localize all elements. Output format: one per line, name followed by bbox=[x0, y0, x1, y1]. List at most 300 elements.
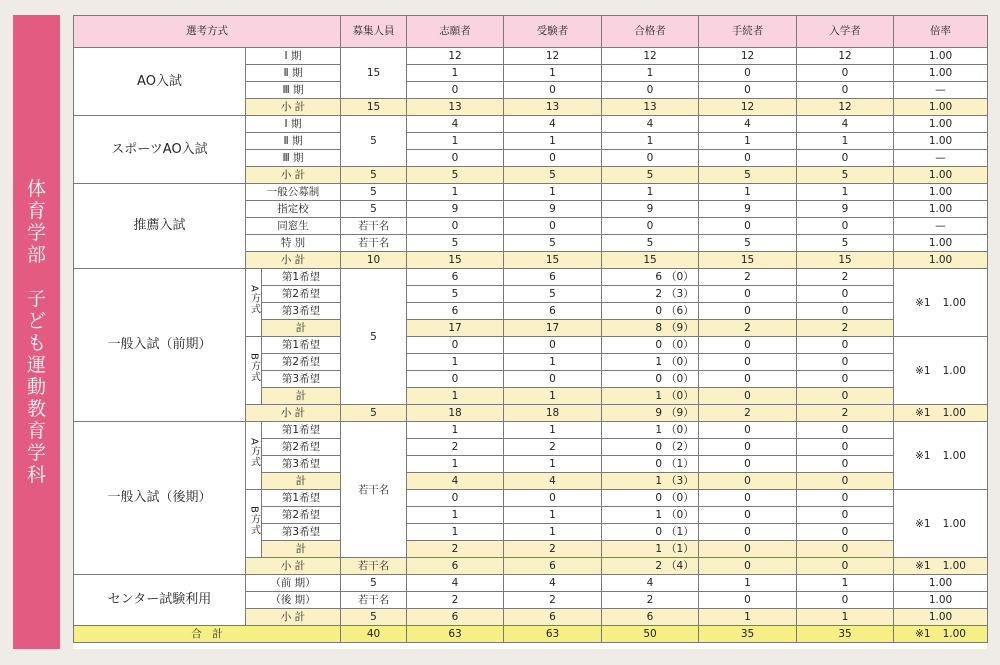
applicants-value: 5 bbox=[407, 235, 504, 252]
side-title-line: 子 ど も 運 動 教 育 学 科 bbox=[26, 288, 46, 486]
passed-cell bbox=[602, 371, 699, 388]
ratio-note-mark: ※1 bbox=[915, 296, 931, 309]
preference-label: 計 bbox=[262, 388, 341, 405]
applicants-value: 4 bbox=[407, 575, 504, 592]
passed-cell bbox=[602, 490, 699, 507]
sub-method-label: 一般公募制 bbox=[246, 184, 341, 201]
quota-value: 5 bbox=[341, 201, 407, 218]
enrolled-value: 0 bbox=[797, 337, 894, 354]
passed-value: 0 bbox=[655, 305, 663, 317]
grand-total-row bbox=[74, 626, 988, 643]
passed-cell bbox=[602, 541, 699, 558]
ratio-note-mark: ※1 bbox=[915, 364, 931, 377]
procedures-value: 0 bbox=[699, 286, 797, 303]
procedures-value: 35 bbox=[699, 626, 797, 643]
applicants-value: 63 bbox=[407, 626, 504, 643]
examinees-value: 18 bbox=[504, 405, 602, 422]
preference-label: 第3希望 bbox=[262, 371, 341, 388]
enrolled-value: 0 bbox=[797, 558, 894, 575]
sub-method-label: 同窓生 bbox=[246, 218, 341, 235]
side-title-line: 体 育 学 部 bbox=[26, 178, 46, 266]
ratio-value: 1.00 bbox=[894, 116, 988, 133]
procedures-value: 0 bbox=[699, 473, 797, 490]
header-applicants: 志願者 bbox=[407, 16, 504, 48]
passed-preference-count: （6） bbox=[666, 305, 694, 317]
procedures-value: 0 bbox=[699, 371, 797, 388]
ratio-value: 1.00 bbox=[894, 184, 988, 201]
applicants-value: 1 bbox=[407, 184, 504, 201]
enrolled-value: 1 bbox=[797, 184, 894, 201]
ratio-cell bbox=[894, 405, 988, 422]
passed-preference-count: （9） bbox=[666, 322, 694, 334]
passed-value: 4 bbox=[602, 575, 699, 592]
enrolled-value: 0 bbox=[797, 371, 894, 388]
passed-value: 2 bbox=[655, 560, 663, 572]
ratio-value: 1.00 bbox=[894, 609, 988, 626]
applicants-value: 0 bbox=[407, 218, 504, 235]
passed-cell bbox=[602, 473, 699, 490]
quota-value: 5 bbox=[341, 167, 407, 184]
ratio-value: 1.00 bbox=[942, 364, 966, 377]
exam-type-text: A方式 bbox=[248, 285, 260, 315]
applicants-value: 18 bbox=[407, 405, 504, 422]
passed-cell bbox=[602, 320, 699, 337]
ratio-cell bbox=[894, 422, 988, 490]
applicants-value: 13 bbox=[407, 99, 504, 116]
procedures-value: 1 bbox=[699, 609, 797, 626]
procedures-value: 0 bbox=[699, 558, 797, 575]
ratio-value: — bbox=[894, 82, 988, 99]
applicants-value: 2 bbox=[407, 592, 504, 609]
ratio-value: 1.00 bbox=[942, 407, 966, 419]
passed-cell bbox=[602, 388, 699, 405]
examinees-value: 1 bbox=[504, 65, 602, 82]
passed-value: 0 bbox=[655, 339, 663, 351]
quota-value: 5 bbox=[341, 609, 407, 626]
passed-cell bbox=[602, 354, 699, 371]
procedures-value: 0 bbox=[699, 490, 797, 507]
passed-value: 1 bbox=[655, 390, 663, 402]
passed-value: 0 bbox=[655, 458, 663, 470]
enrolled-value: 0 bbox=[797, 541, 894, 558]
passed-value: 4 bbox=[602, 116, 699, 133]
procedures-value: 0 bbox=[699, 507, 797, 524]
sub-method-label: Ⅱ 期 bbox=[246, 65, 341, 82]
enrolled-value: 0 bbox=[797, 524, 894, 541]
procedures-value: 1 bbox=[699, 575, 797, 592]
sub-method-label: Ⅲ 期 bbox=[246, 82, 341, 99]
table-row bbox=[74, 48, 988, 65]
exam-type-text: A方式 bbox=[248, 438, 260, 468]
quota-value: 5 bbox=[341, 116, 407, 167]
passed-preference-count: （9） bbox=[666, 407, 694, 419]
subtotal-label: 小 計 bbox=[246, 609, 341, 626]
passed-cell bbox=[602, 269, 699, 286]
method-name: 一般入試（後期） bbox=[74, 422, 246, 575]
examinees-value: 12 bbox=[504, 48, 602, 65]
passed-preference-count: （0） bbox=[666, 509, 694, 521]
passed-preference-count: （0） bbox=[666, 424, 694, 436]
grand-total-label: 合 計 bbox=[74, 626, 341, 643]
passed-value: 0 bbox=[655, 441, 663, 453]
applicants-value: 15 bbox=[407, 252, 504, 269]
procedures-value: 0 bbox=[699, 541, 797, 558]
method-name: センター試験利用 bbox=[74, 575, 246, 626]
ratio-note-mark: ※1 bbox=[915, 407, 931, 419]
ratio-value: 1.00 bbox=[942, 517, 966, 530]
procedures-value: 0 bbox=[699, 150, 797, 167]
passed-value: 0 bbox=[655, 526, 663, 538]
enrolled-value: 0 bbox=[797, 507, 894, 524]
ratio-value: 1.00 bbox=[942, 296, 966, 309]
enrolled-value: 0 bbox=[797, 592, 894, 609]
header-method: 選考方式 bbox=[74, 16, 341, 48]
applicants-value: 6 bbox=[407, 269, 504, 286]
exam-type-text: B方式 bbox=[248, 353, 260, 383]
subtotal-label: 小 計 bbox=[246, 405, 341, 422]
admissions-table bbox=[73, 15, 988, 643]
exam-type-text: B方式 bbox=[248, 506, 260, 536]
applicants-value: 1 bbox=[407, 388, 504, 405]
passed-value: 1 bbox=[602, 133, 699, 150]
procedures-value: 0 bbox=[699, 82, 797, 99]
enrolled-value: 12 bbox=[797, 48, 894, 65]
header-quota: 募集人員 bbox=[341, 16, 407, 48]
table-row bbox=[74, 116, 988, 133]
header-examinees: 受験者 bbox=[504, 16, 602, 48]
applicants-value: 0 bbox=[407, 150, 504, 167]
passed-cell bbox=[602, 303, 699, 320]
examinees-value: 2 bbox=[504, 592, 602, 609]
quota-value: 若干名 bbox=[341, 422, 407, 558]
sub-method-label: （後 期） bbox=[246, 592, 341, 609]
passed-preference-count: （1） bbox=[666, 526, 694, 538]
enrolled-value: 2 bbox=[797, 405, 894, 422]
ratio-value: 1.00 bbox=[894, 99, 988, 116]
examinees-value: 6 bbox=[504, 609, 602, 626]
subtotal-label: 小 計 bbox=[246, 167, 341, 184]
examinees-value: 13 bbox=[504, 99, 602, 116]
table-row bbox=[74, 422, 988, 439]
enrolled-value: 0 bbox=[797, 286, 894, 303]
preference-label: 第1希望 bbox=[262, 337, 341, 354]
examinees-value: 2 bbox=[504, 439, 602, 456]
passed-preference-count: （0） bbox=[666, 271, 694, 283]
enrolled-value: 0 bbox=[797, 303, 894, 320]
examinees-value: 6 bbox=[504, 269, 602, 286]
passed-preference-count: （0） bbox=[666, 339, 694, 351]
enrolled-value: 0 bbox=[797, 218, 894, 235]
preference-label: 第3希望 bbox=[262, 456, 341, 473]
ratio-note-mark: ※1 bbox=[915, 560, 931, 572]
enrolled-value: 1 bbox=[797, 575, 894, 592]
examinees-value: 1 bbox=[504, 422, 602, 439]
examinees-value: 9 bbox=[504, 201, 602, 218]
applicants-value: 6 bbox=[407, 303, 504, 320]
applicants-value: 5 bbox=[407, 167, 504, 184]
procedures-value: 0 bbox=[699, 456, 797, 473]
ratio-value: 1.00 bbox=[894, 65, 988, 82]
applicants-value: 0 bbox=[407, 490, 504, 507]
quota-value: 40 bbox=[341, 626, 407, 643]
procedures-value: 9 bbox=[699, 201, 797, 218]
enrolled-value: 0 bbox=[797, 456, 894, 473]
examinees-value: 1 bbox=[504, 388, 602, 405]
examinees-value: 0 bbox=[504, 218, 602, 235]
quota-value: 若干名 bbox=[341, 558, 407, 575]
applicants-value: 6 bbox=[407, 609, 504, 626]
ratio-value: 1.00 bbox=[894, 592, 988, 609]
passed-cell bbox=[602, 422, 699, 439]
examinees-value: 4 bbox=[504, 116, 602, 133]
applicants-value: 17 bbox=[407, 320, 504, 337]
applicants-value: 1 bbox=[407, 422, 504, 439]
header-procedures: 手続者 bbox=[699, 16, 797, 48]
sub-method-label: Ⅲ 期 bbox=[246, 150, 341, 167]
quota-value: 5 bbox=[341, 269, 407, 405]
ratio-cell bbox=[894, 558, 988, 575]
examinees-value: 0 bbox=[504, 337, 602, 354]
method-name: AO入試 bbox=[74, 48, 246, 116]
enrolled-value: 35 bbox=[797, 626, 894, 643]
examinees-value: 17 bbox=[504, 320, 602, 337]
quota-value: 10 bbox=[341, 252, 407, 269]
applicants-value: 1 bbox=[407, 507, 504, 524]
enrolled-value: 4 bbox=[797, 116, 894, 133]
applicants-value: 6 bbox=[407, 558, 504, 575]
examinees-value: 6 bbox=[504, 558, 602, 575]
procedures-value: 0 bbox=[699, 65, 797, 82]
applicants-value: 2 bbox=[407, 439, 504, 456]
passed-value: 1 bbox=[655, 543, 663, 555]
procedures-value: 2 bbox=[699, 405, 797, 422]
examinees-value: 1 bbox=[504, 133, 602, 150]
enrolled-value: 0 bbox=[797, 82, 894, 99]
passed-value: 2 bbox=[602, 592, 699, 609]
examinees-value: 0 bbox=[504, 371, 602, 388]
examinees-value: 15 bbox=[504, 252, 602, 269]
passed-preference-count: （0） bbox=[666, 492, 694, 504]
passed-value: 12 bbox=[602, 48, 699, 65]
ratio-cell bbox=[894, 490, 988, 558]
department-title bbox=[13, 15, 60, 649]
procedures-value: 4 bbox=[699, 116, 797, 133]
enrolled-value: 9 bbox=[797, 201, 894, 218]
method-name: 推薦入試 bbox=[74, 184, 246, 269]
procedures-value: 5 bbox=[699, 167, 797, 184]
examinees-value: 4 bbox=[504, 575, 602, 592]
quota-value: 若干名 bbox=[341, 218, 407, 235]
enrolled-value: 0 bbox=[797, 473, 894, 490]
procedures-value: 0 bbox=[699, 592, 797, 609]
quota-value: 15 bbox=[341, 48, 407, 99]
exam-type-label bbox=[246, 269, 262, 337]
sub-method-label: （前 期） bbox=[246, 575, 341, 592]
ratio-value: 1.00 bbox=[894, 252, 988, 269]
examinees-value: 1 bbox=[504, 507, 602, 524]
preference-label: 第3希望 bbox=[262, 303, 341, 320]
passed-value: 5 bbox=[602, 167, 699, 184]
procedures-value: 1 bbox=[699, 133, 797, 150]
applicants-value: 1 bbox=[407, 524, 504, 541]
procedures-value: 1 bbox=[699, 184, 797, 201]
ratio-value: 1.00 bbox=[894, 48, 988, 65]
passed-preference-count: （3） bbox=[666, 475, 694, 487]
subtotal-label: 小 計 bbox=[246, 558, 341, 575]
side-banner bbox=[13, 15, 60, 649]
sub-method-label: Ⅰ 期 bbox=[246, 116, 341, 133]
ratio-cell bbox=[894, 626, 988, 643]
sub-method-label: Ⅱ 期 bbox=[246, 133, 341, 150]
examinees-value: 0 bbox=[504, 82, 602, 99]
quota-value: 5 bbox=[341, 405, 407, 422]
admissions-table-container bbox=[73, 15, 987, 649]
ratio-value: — bbox=[894, 150, 988, 167]
procedures-value: 0 bbox=[699, 388, 797, 405]
passed-value: 9 bbox=[655, 407, 663, 419]
enrolled-value: 0 bbox=[797, 422, 894, 439]
passed-cell bbox=[602, 286, 699, 303]
header-ratio: 倍率 bbox=[894, 16, 988, 48]
passed-preference-count: （3） bbox=[666, 288, 694, 300]
preference-label: 第2希望 bbox=[262, 286, 341, 303]
enrolled-value: 1 bbox=[797, 609, 894, 626]
preference-label: 第2希望 bbox=[262, 354, 341, 371]
ratio-cell bbox=[894, 337, 988, 405]
passed-value: 1 bbox=[655, 356, 663, 368]
subtotal-label: 小 計 bbox=[246, 252, 341, 269]
applicants-value: 9 bbox=[407, 201, 504, 218]
examinees-value: 63 bbox=[504, 626, 602, 643]
passed-preference-count: （1） bbox=[666, 543, 694, 555]
enrolled-value: 0 bbox=[797, 65, 894, 82]
applicants-value: 0 bbox=[407, 82, 504, 99]
sub-method-label: Ⅰ 期 bbox=[246, 48, 341, 65]
ratio-value: 1.00 bbox=[942, 628, 966, 640]
ratio-value: 1.00 bbox=[894, 201, 988, 218]
ratio-note-mark: ※1 bbox=[915, 449, 931, 462]
ratio-value: 1.00 bbox=[894, 575, 988, 592]
examinees-value: 6 bbox=[504, 303, 602, 320]
passed-value: 15 bbox=[602, 252, 699, 269]
enrolled-value: 1 bbox=[797, 133, 894, 150]
passed-preference-count: （0） bbox=[666, 373, 694, 385]
passed-preference-count: （2） bbox=[666, 441, 694, 453]
subtotal-label: 小 計 bbox=[246, 99, 341, 116]
preference-label: 第2希望 bbox=[262, 507, 341, 524]
applicants-value: 1 bbox=[407, 133, 504, 150]
ratio-cell bbox=[894, 269, 988, 337]
passed-cell bbox=[602, 558, 699, 575]
method-name: 一般入試（前期） bbox=[74, 269, 246, 422]
header-row bbox=[74, 16, 988, 48]
examinees-value: 0 bbox=[504, 490, 602, 507]
examinees-value: 1 bbox=[504, 456, 602, 473]
table-row bbox=[74, 269, 988, 286]
sub-method-label: 指定校 bbox=[246, 201, 341, 218]
procedures-value: 12 bbox=[699, 48, 797, 65]
ratio-value: 1.00 bbox=[894, 133, 988, 150]
preference-label: 第1希望 bbox=[262, 269, 341, 286]
applicants-value: 12 bbox=[407, 48, 504, 65]
passed-cell bbox=[602, 456, 699, 473]
procedures-value: 0 bbox=[699, 524, 797, 541]
enrolled-value: 0 bbox=[797, 490, 894, 507]
preference-label: 第1希望 bbox=[262, 422, 341, 439]
passed-value: 9 bbox=[602, 201, 699, 218]
applicants-value: 1 bbox=[407, 65, 504, 82]
passed-value: 1 bbox=[655, 475, 663, 487]
passed-preference-count: （0） bbox=[666, 356, 694, 368]
examinees-value: 2 bbox=[504, 541, 602, 558]
passed-value: 0 bbox=[602, 82, 699, 99]
passed-value: 0 bbox=[655, 373, 663, 385]
header-passed: 合格者 bbox=[602, 16, 699, 48]
passed-value: 5 bbox=[602, 235, 699, 252]
examinees-value: 5 bbox=[504, 235, 602, 252]
procedures-value: 5 bbox=[699, 235, 797, 252]
ratio-value: 1.00 bbox=[894, 167, 988, 184]
passed-value: 0 bbox=[602, 218, 699, 235]
examinees-value: 1 bbox=[504, 354, 602, 371]
sub-method-label: 特 別 bbox=[246, 235, 341, 252]
procedures-value: 12 bbox=[699, 99, 797, 116]
passed-value: 13 bbox=[602, 99, 699, 116]
preference-label: 計 bbox=[262, 320, 341, 337]
preference-label: 計 bbox=[262, 541, 341, 558]
enrolled-value: 2 bbox=[797, 269, 894, 286]
applicants-value: 0 bbox=[407, 371, 504, 388]
passed-cell bbox=[602, 405, 699, 422]
enrolled-value: 0 bbox=[797, 150, 894, 167]
preference-label: 第1希望 bbox=[262, 490, 341, 507]
exam-type-label bbox=[246, 422, 262, 490]
passed-value: 1 bbox=[655, 509, 663, 521]
examinees-value: 4 bbox=[504, 473, 602, 490]
examinees-value: 5 bbox=[504, 286, 602, 303]
quota-value: 5 bbox=[341, 575, 407, 592]
ratio-value: — bbox=[894, 218, 988, 235]
method-name: スポーツAO入試 bbox=[74, 116, 246, 184]
passed-preference-count: （0） bbox=[666, 390, 694, 402]
ratio-value: 1.00 bbox=[942, 560, 966, 572]
exam-type-label bbox=[246, 490, 262, 558]
quota-value: 15 bbox=[341, 99, 407, 116]
enrolled-value: 12 bbox=[797, 99, 894, 116]
ratio-value: 1.00 bbox=[942, 449, 966, 462]
quota-value: 若干名 bbox=[341, 235, 407, 252]
applicants-value: 4 bbox=[407, 116, 504, 133]
procedures-value: 15 bbox=[699, 252, 797, 269]
passed-preference-count: （4） bbox=[666, 560, 694, 572]
enrolled-value: 15 bbox=[797, 252, 894, 269]
exam-type-label bbox=[246, 337, 262, 405]
procedures-value: 0 bbox=[699, 218, 797, 235]
passed-value: 0 bbox=[602, 150, 699, 167]
table-row bbox=[74, 184, 988, 201]
procedures-value: 0 bbox=[699, 303, 797, 320]
passed-value: 2 bbox=[655, 288, 663, 300]
enrolled-value: 5 bbox=[797, 167, 894, 184]
preference-label: 第2希望 bbox=[262, 439, 341, 456]
passed-value: 50 bbox=[602, 626, 699, 643]
header-enrolled: 入学者 bbox=[797, 16, 894, 48]
enrolled-value: 0 bbox=[797, 439, 894, 456]
ratio-note-mark: ※1 bbox=[915, 517, 931, 530]
enrolled-value: 5 bbox=[797, 235, 894, 252]
applicants-value: 5 bbox=[407, 286, 504, 303]
passed-preference-count: （1） bbox=[666, 458, 694, 470]
